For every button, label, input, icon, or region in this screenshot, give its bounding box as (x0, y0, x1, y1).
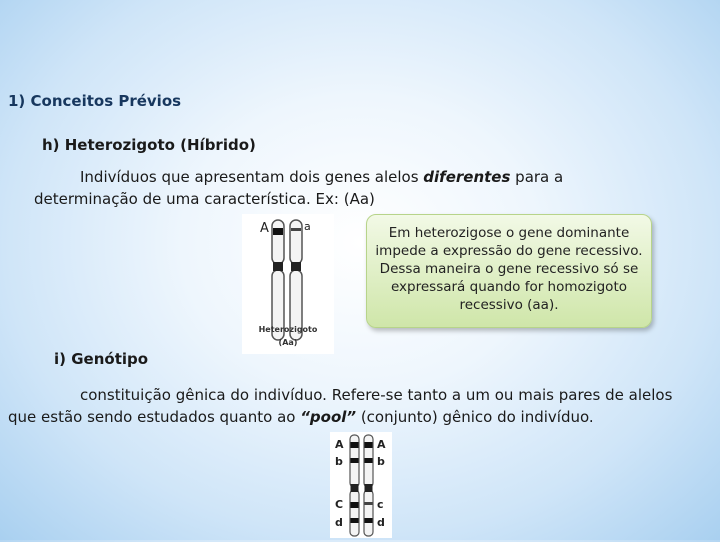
item-i-text-emphasis: “pool” (300, 408, 357, 426)
allele-label-right: a (304, 220, 311, 233)
item-h-text-1: Indivíduos que apresentam dois genes alelos (80, 168, 424, 186)
genotype-chromosome-figure (330, 432, 392, 538)
allele-left-3: C (335, 498, 344, 511)
item-i-text-1: constituição gênica do indivíduo. Refere-se tanto a um ou mais pares de alelos que estão sendo estudados quanto ao (8, 386, 673, 426)
item-i-text-2: (conjunto) gênico do indivíduo. (356, 408, 594, 426)
allele-label-left: A (260, 221, 269, 236)
allele-right-3: c (377, 498, 384, 511)
chromosome-pair-left (350, 435, 359, 536)
section-title: 1) Conceitos Prévios (8, 92, 182, 110)
chromosome-left (272, 220, 284, 340)
item-h-text-emphasis: diferentes (423, 168, 511, 186)
callout-text-2: Dessa maneira o gene recessivo só se expressará quando for homozigoto recessivo (aa). (379, 261, 639, 313)
allele-right-2: b (377, 455, 385, 468)
figure-caption-line2: (Aa) (278, 338, 298, 347)
allele-right-4: d (377, 516, 385, 529)
chromosome-pair-right (364, 435, 373, 536)
callout-text-1: Em heterozigose o gene dominante impede a expressão do gene recessivo. (375, 225, 643, 259)
chromosome-right (290, 220, 302, 340)
item-i-paragraph (8, 384, 698, 428)
dominance-callout (366, 214, 652, 328)
heterozygote-chromosome-figure (242, 214, 334, 354)
figure-caption-line1: Heterozigoto (258, 325, 318, 334)
item-h-title: h) Heterozigoto (Híbrido) (42, 136, 256, 154)
allele-left-2: b (335, 455, 343, 468)
item-h-paragraph (34, 166, 594, 210)
item-i-title: i) Genótipo (54, 350, 149, 368)
item-h-text-2: para a determinação de uma característica. Ex: (Aa) (34, 168, 564, 208)
allele-left-4: d (335, 516, 343, 529)
allele-right-1: A (377, 438, 386, 451)
allele-left-1: A (335, 438, 344, 451)
